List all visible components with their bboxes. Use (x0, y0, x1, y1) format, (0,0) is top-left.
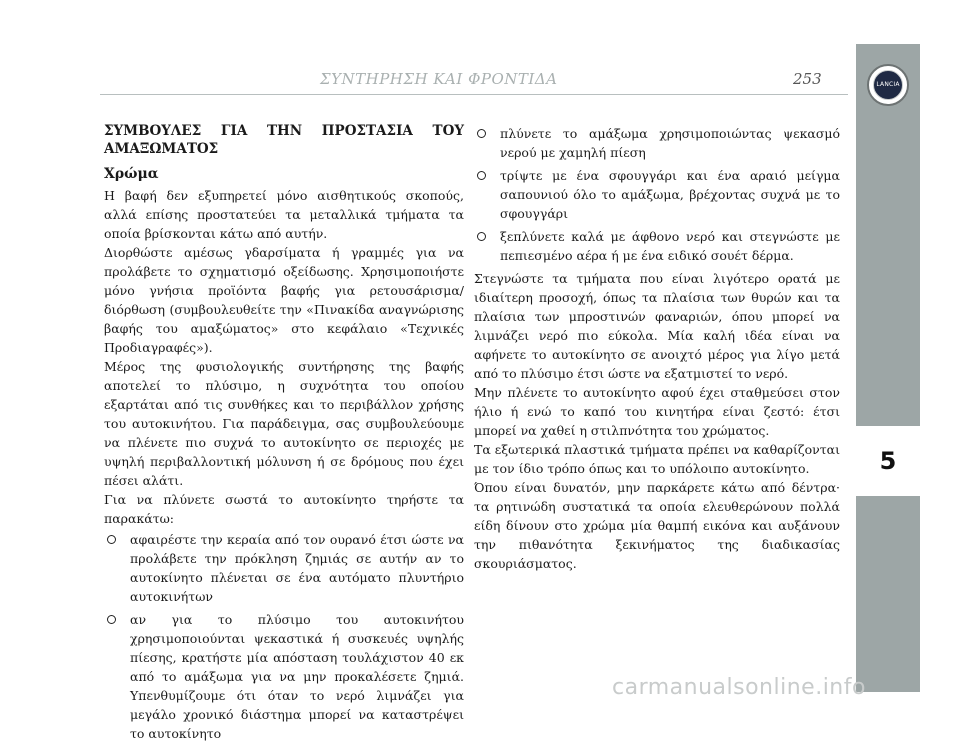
circle-bullet-icon (477, 232, 486, 241)
bullet-text: ξεπλύνετε καλά με άφθονο νερό και στεγνώστε με πεπιεσμένο αέρα ή με ένα ειδικό σουέτ δέρμα. (500, 229, 840, 263)
bullet-item (104, 610, 464, 743)
paragraph: Διορθώστε αμέσως γδαρσίματα ή γραμμές για να προλάβετε το σχηματισμό οξείδωσης. Χρησιμοποιήστε μόνο γνήσια προϊόντα βαφής για ρετουσάρισμα/διόρθωση (συμβουλευθείτε την «Πινακίδα αναγνώρισης βαφής του αμαξώματος» στο κεφάλαιο «Τεχνικές Προδιαγραφές»). (104, 245, 464, 355)
running-title: ΣΥΝΤΗΡΗΣΗ ΚΑΙ ΦΡΟΝΤΙΔΑ (320, 70, 558, 88)
header-rule (100, 94, 848, 95)
watermark: carmanualsonline.info (612, 675, 866, 700)
bullet-item (474, 166, 840, 223)
paragraph: Μην πλένετε το αυτοκίνητο αφού έχει σταθμεύσει στον ήλιο ή ενώ το καπό του κινητήρα είναι ζεστό: έτσι μπορεί να χαθεί η στιλπνότητα του χρώματος. (474, 385, 840, 438)
bullet-text: πλύνετε το αμάξωμα χρησιμοποιώντας ψεκασμό νερού με χαμηλή πίεση (500, 126, 840, 160)
paragraph: Τα εξωτερικά πλαστικά τμήματα πρέπει να καθαρίζονται με τον ίδιο τρόπο όπως και το υπόλοιπο αυτοκίνητο. (474, 442, 840, 476)
paragraph: Στεγνώστε τα τμήματα που είναι λιγότερο ορατά με ιδιαίτερη προσοχή, όπως τα πλαίσια των θυρών και τα πλαίσια των μπροστινών φαναριών, όπου μπορεί να λιμνάζει νερό πιο εύκολα. Μία καλή ιδέα είναι να αφήνετε το αυτοκίνητο σε ανοιχτό μέρος για λίγο μετά από το πλύσιμο έτσι ώστε να εξατμιστεί το νερό. (474, 271, 840, 381)
subsection-heading: Χρώμα (104, 166, 159, 182)
bullet-text: αφαιρέστε την κεραία από τον ουρανό έτσι ώστε να προλάβετε την πρόκληση ζημιάς σε αυτήν αν το αυτοκίνητο πλένεται σε ένα αυτόματο πλυντήριο αυτοκινήτων (130, 532, 464, 604)
paragraph: Η βαφή δεν εξυπηρετεί μόνο αισθητικούς σκοπούς, αλλά επίσης προστατεύει τα μεταλλικά τμήματα τα οποία βρίσκονται κάτω από αυτήν. (104, 188, 464, 241)
chapter-number: 5 (856, 426, 920, 496)
paragraph: Μέρος της φυσιολογικής συντήρησης της βαφής αποτελεί το πλύσιμο, η συχνότητα του οποίου εξαρτάται από τις συνθήκες και το περιβάλλον χρήσης του αυτοκινήτου. Για παράδειγμα, σας συμβουλεύουμε να πλένετε πιο συχνά το αυτοκίνητο σε περιοχές με υψηλή περιβαλλοντική μόλυνση ή σε δρόμους που έχει πέσει αλάτι. (104, 359, 464, 488)
left-column (104, 122, 464, 747)
lancia-logo-icon (867, 64, 909, 106)
page-header (0, 60, 855, 98)
bullet-list (474, 124, 840, 265)
chapter-sidebar (856, 44, 920, 692)
bullet-item (474, 227, 840, 265)
bullet-list (104, 530, 464, 743)
bullet-text: αν για το πλύσιμο του αυτοκινήτου χρησιμοποιούνται ψεκαστικά ή συσκευές υψηλής πίεσης, κρατήστε μία απόσταση τουλάχιστον 40 εκ από το αμάξωμα για να μην προκαλέσετε ζημιά. Υπενθυμίζουμε ότι όταν το νερό λιμνάζει για μεγάλο χρονικό διάστημα μπορεί να καταστρέψει το αυτοκίνητο (130, 612, 464, 741)
page-number: 253 (793, 70, 822, 88)
circle-bullet-icon (477, 129, 486, 138)
right-column (474, 122, 840, 573)
paragraph: Για να πλύνετε σωστά το αυτοκίνητο τηρήστε τα παρακάτω: (104, 492, 464, 526)
paragraph: Όπου είναι δυνατόν, μην παρκάρετε κάτω από δέντρα· τα ρητινώδη συστατικά τα οποία ελευθερώνουν πολλά είδη δίνουν στο χρώμα μία θαμπή εικόνα και αυξάνουν την πιθανότητα ξεκινήματος της διαδικασίας σκουριάσματος. (474, 480, 840, 571)
section-heading: ΣΥΜΒΟΥΛΕΣ ΓΙΑ ΤΗΝ ΠΡΟΣΤΑΣΙΑ ΤΟΥ ΑΜΑΞΩΜΑΤΟΣ (104, 123, 464, 157)
bullet-text: τρίψτε με ένα σφουγγάρι και ένα αραιό μείγμα σαπουνιού όλο το αμάξωμα, βρέχοντας συχνά με το σφουγγάρι (500, 168, 840, 221)
bullet-item (104, 530, 464, 606)
bullet-item (474, 124, 840, 162)
circle-bullet-icon (107, 615, 116, 624)
circle-bullet-icon (107, 535, 116, 544)
circle-bullet-icon (477, 171, 486, 180)
logo-text: LANCIA (876, 81, 900, 88)
logo-badge (873, 70, 903, 100)
